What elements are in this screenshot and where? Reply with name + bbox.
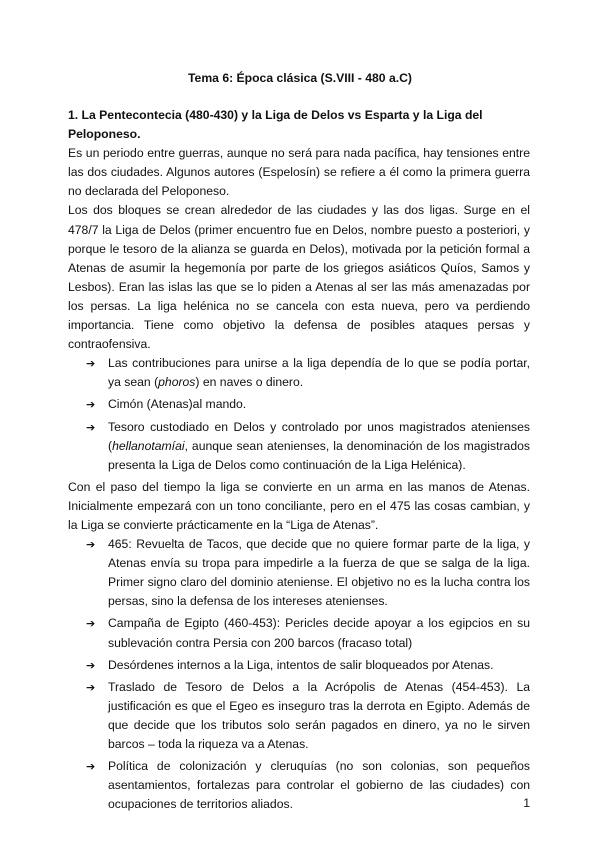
list-item-text: Tesoro custodiado en Delos y controlado por unos magistrados atenienses ( bbox=[108, 419, 530, 453]
list-item bbox=[68, 395, 530, 414]
bullet-list bbox=[68, 535, 530, 814]
list-item-text: 465: Revuelta de Tacos, que decide que no quiere formar parte de la liga, y Atenas envía su tropa para impedirle a la fuerza de que se salga de la liga. Primer signo claro del dominio ateniense. El objetivo no es la lucha contra los persas, sino la defensa de los intereses atenienses. bbox=[108, 537, 530, 609]
list-item bbox=[68, 656, 530, 675]
document-body bbox=[68, 106, 530, 817]
paragraph: Los dos bloques se crean alrededor de las ciudades y las dos ligas. Surge en el 478/7 la Liga de Delos (primer encuentro fue en Delos, nombre puesto a posteriori, y porque le tesoro de la alianza se guarda en Delos), motivada por la petición formal a Atenas de asumir la hegemonía por parte de los griegos asiáticos Quíos, Samos y Lesbos). Eran las islas las que se lo piden a Atenas al ser las más amenazadas por los persas. La liga helénica no se cancela con esta nueva, pero va perdiendo importancia. Tiene como objetivo la defensa de posibles ataques persas y contraofensiva. bbox=[68, 203, 530, 352]
arrow-right-icon: ➔ bbox=[86, 658, 96, 672]
paragraph: Es un periodo entre guerras, aunque no será para nada pacífica, hay tensiones entre las dos ciudades. Algunos autores (Espelosín) se refiere a él como la primera guerra no declarada del Peloponeso. bbox=[68, 146, 530, 199]
list-item-text: Política de colonización y cleruquías (no son colonias, son pequeños asentamientos, fortalezas para controlar el gobierno de las ciudades) con ocupaciones de territorios aliados. bbox=[108, 759, 530, 812]
page-number: 1 bbox=[523, 796, 530, 810]
list-item bbox=[68, 354, 530, 392]
list-item bbox=[68, 678, 530, 754]
section-heading: 1. La Pentecontecia (480-430) y la Liga de Delos vs Esparta y la Liga del Peloponeso. bbox=[68, 108, 483, 142]
list-item-term: phoros bbox=[158, 375, 196, 390]
list-item-text: , aunque sean atenienses, la denominación de los magistrados presenta la Liga de Delos como continuación de la Liga Helénica). bbox=[108, 438, 530, 472]
list-item-text: ) en naves o dinero. bbox=[195, 375, 304, 390]
arrow-right-icon: ➔ bbox=[86, 420, 96, 434]
list-item bbox=[68, 418, 530, 475]
list-item-text: Desórdenes internos a la Liga, intentos de salir bloqueados por Atenas. bbox=[108, 657, 494, 672]
arrow-right-icon: ➔ bbox=[86, 538, 96, 552]
arrow-right-icon: ➔ bbox=[86, 617, 96, 631]
list-item-text: Las contribuciones para unirse a la liga dependía de lo que se podía portar, ya sean ( bbox=[108, 356, 530, 390]
arrow-right-icon: ➔ bbox=[86, 760, 96, 774]
arrow-right-icon: ➔ bbox=[86, 680, 96, 694]
list-item-text: Cimón (Atenas)al mando. bbox=[108, 397, 247, 412]
list-item-term: hellanotamíai bbox=[112, 438, 185, 453]
list-item bbox=[68, 757, 530, 814]
list-item bbox=[68, 614, 530, 652]
list-item bbox=[68, 535, 530, 611]
bullet-list bbox=[68, 354, 530, 475]
list-item-text: Campaña de Egipto (460-453): Pericles decide apoyar a los egipcios en su sublevación contra Persia con 200 barcos (fracaso total) bbox=[108, 616, 530, 650]
arrow-right-icon: ➔ bbox=[86, 398, 96, 412]
page-title: Tema 6: Época clásica (S.VIII - 480 a.C) bbox=[188, 71, 412, 85]
list-item-text: Traslado de Tesoro de Delos a la Acrópolis de Atenas (454-453). La justificación es que el Egeo es inseguro tras la derrota en Egipto. Además de que decide que los tributos solo serán pagados en dinero, ya no le sirven barcos – toda la riqueza va a Atenas. bbox=[108, 679, 530, 751]
arrow-right-icon: ➔ bbox=[86, 357, 96, 371]
paragraph: Con el paso del tiempo la liga se convierte en un arma en las manos de Atenas. Inicialmente empezará con un tono conciliante, pero en el 475 las cosas cambian, y la Liga se convierte prácticamente en la “Liga de Atenas”. bbox=[68, 479, 530, 532]
